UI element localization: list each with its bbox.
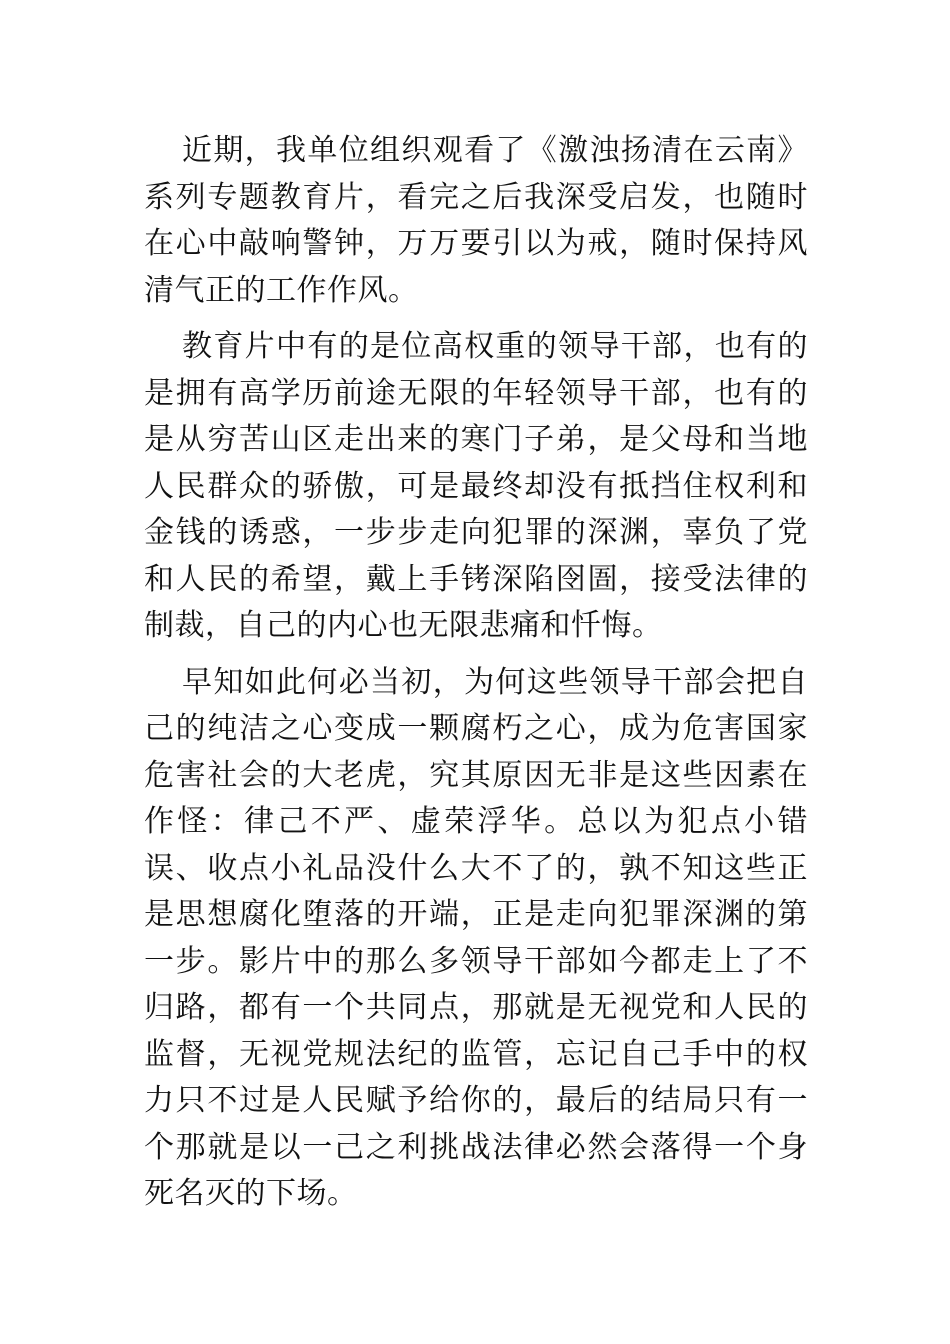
document-body [144,128,808,1228]
paragraph-2: 教育片中有的是位高权重的领导干部，也有的是拥有高学历前途无限的年轻领导干部，也有的是从穷苦山区走出来的寒门子弟，是父母和当地人民群众的骄傲，可是最终却没有抵挡住权利和金钱的诱惑，一步步走向犯罪的深渊，辜负了党和人民的希望，戴上手铐深陷囹圄，接受法律的制裁，自己的内心也无限悲痛和忏悔。 [144,329,808,643]
paragraph-1: 近期，我单位组织观看了《激浊扬清在云南》系列专题教育片，看完之后我深受启发，也随时在心中敲响警钟，万万要引以为戒，随时保持风清气正的工作作风。 [144,133,808,308]
paragraph-3: 早知如此何必当初，为何这些领导干部会把自己的纯洁之心变成一颗腐朽之心，成为危害国家危害社会的大老虎，究其原因无非是这些因素在作怪：律己不严、虚荣浮华。总以为犯点小错误、收点小礼品没什么大不了的，孰不知这些正是思想腐化堕落的开端，正是走向犯罪深渊的第一步。影片中的那么多领导干部如今都走上了不归路，都有一个共同点，那就是无视党和人民的监督，无视党规法纪的监管，忘记自己手中的权力只不过是人民赋予给你的，最后的结局只有一个那就是以一己之利挑战法律必然会落得一个身死名灭的下场。 [144,664,808,1211]
